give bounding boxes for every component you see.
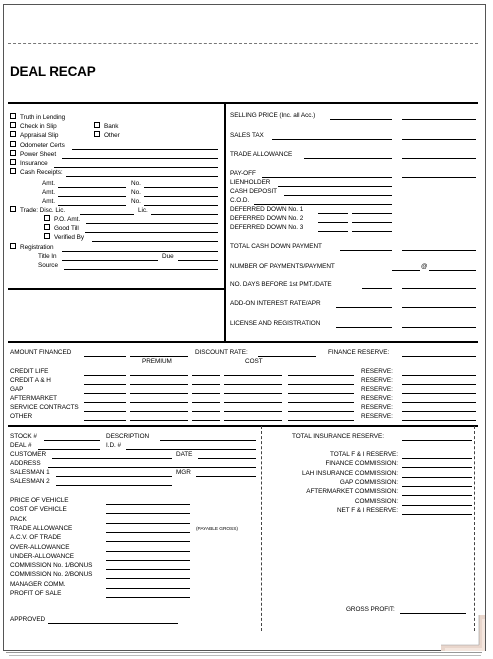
registration-line[interactable]	[62, 251, 218, 252]
sales-tax-line[interactable]	[272, 139, 392, 140]
title-in-label: Title In	[38, 253, 57, 260]
insurance-row-line[interactable]	[84, 402, 126, 403]
cost-header: COST	[245, 358, 263, 365]
premium-line[interactable]	[130, 411, 188, 412]
description-label: DESCRIPTION	[106, 433, 150, 440]
source-label: Source	[38, 262, 58, 269]
amt-label: Amt.	[42, 189, 55, 196]
section-divider	[8, 102, 478, 104]
trade-allowance-line[interactable]	[304, 158, 392, 159]
premium-line-2[interactable]	[192, 375, 220, 376]
payoff-label: PAY-OFF	[230, 170, 256, 177]
premium-line-2[interactable]	[192, 402, 220, 403]
reserve-label: RESERVE:	[361, 377, 393, 384]
mgr-line[interactable]	[196, 476, 256, 477]
lic-label: Lic.	[138, 207, 148, 214]
deferred-down-3-line[interactable]	[352, 231, 392, 232]
addon-interest-line[interactable]	[336, 307, 392, 308]
insurance-row-line[interactable]	[84, 411, 126, 412]
reserve-line[interactable]	[402, 375, 476, 376]
cost-line-2[interactable]	[288, 411, 354, 412]
amt-label: Amt.	[42, 198, 55, 205]
verified-by-line[interactable]	[92, 241, 218, 242]
reserve-label: RESERVE:	[361, 395, 393, 402]
edge-divider	[474, 426, 475, 631]
cost-row-line[interactable]	[106, 504, 190, 505]
checkbox-insurance[interactable]: Insurance	[10, 160, 48, 168]
total-cash-down-line[interactable]	[340, 250, 392, 251]
cost-row-label: PACK	[10, 515, 27, 523]
premium-line-2[interactable]	[192, 420, 220, 421]
cost-row-label: TRADE ALLOWANCE	[10, 524, 73, 532]
trade-allowance-label: TRADE ALLOWANCE	[230, 151, 293, 158]
no-line[interactable]	[144, 187, 218, 188]
reserve-label: RESERVE:	[361, 368, 393, 375]
due-line[interactable]	[178, 260, 218, 261]
deal-label: DEAL #	[10, 442, 32, 449]
total-cash-down-total-line[interactable]	[402, 250, 476, 251]
cost-row-line[interactable]	[106, 569, 190, 570]
salesman-2-label: SALESMAN 2	[10, 478, 50, 485]
license-registration-total-line[interactable]	[402, 327, 476, 328]
insurance-row-label: AFTERMARKET	[10, 395, 58, 402]
perforation-line	[8, 43, 478, 44]
customer-label: CUSTOMER	[10, 451, 47, 458]
address-label: ADDRESS	[10, 460, 41, 467]
insurance-row-line[interactable]	[84, 375, 126, 376]
cost-line[interactable]	[224, 411, 282, 412]
cost-line-2[interactable]	[288, 402, 354, 403]
cost-line[interactable]	[224, 420, 282, 421]
cost-row-line[interactable]	[106, 541, 190, 542]
fi-row-line[interactable]	[402, 514, 472, 515]
cost-line-2[interactable]	[288, 384, 354, 385]
insurance-row-line[interactable]	[84, 420, 126, 421]
payoff-total-line[interactable]	[402, 177, 476, 178]
deferred-down-1-date[interactable]	[318, 213, 348, 214]
checkbox-good-till[interactable]: Good Till	[44, 225, 79, 233]
cost-row-line[interactable]	[106, 578, 190, 579]
salesman-1-line[interactable]	[56, 476, 172, 477]
gross-profit-label: GROSS PROFIT:	[346, 606, 395, 613]
fi-row-line[interactable]	[402, 467, 472, 468]
cost-line[interactable]	[224, 402, 282, 403]
no-line[interactable]	[144, 196, 218, 197]
insurance-row-label: OTHER	[10, 413, 33, 420]
premium-line[interactable]	[130, 402, 188, 403]
cost-row-line[interactable]	[106, 513, 190, 514]
premium-line[interactable]	[130, 384, 188, 385]
sales-tax-total-line[interactable]	[402, 139, 476, 140]
selling-price-line[interactable]	[330, 119, 392, 120]
checkbox-appraisal-slip[interactable]: Appraisal Slip	[10, 132, 58, 140]
lienholder-label: LIENHOLDER	[230, 179, 271, 186]
address-line[interactable]	[48, 467, 256, 468]
cost-row-label: PROFIT OF SALE	[10, 590, 62, 597]
checkbox-truth-in-lending[interactable]: Truth in Lending	[10, 114, 65, 122]
cost-row-label: MANAGER COMM.	[10, 580, 66, 588]
insurance-row-label: GAP	[10, 386, 24, 393]
cost-row-label: PRICE OF VEHICLE	[10, 497, 69, 504]
deferred-down-3-label: DEFERRED DOWN No. 3	[230, 224, 304, 231]
fi-row-label: AFTERMARKET COMMISSION:	[306, 488, 398, 496]
amt-label: Amt.	[42, 180, 55, 187]
checkbox-check-in-slip[interactable]: Check in Slip	[10, 123, 57, 131]
fi-row-label: FINANCE COMMISSION:	[325, 460, 398, 468]
paper-stack-edge	[9, 653, 481, 656]
total-cash-down-label: TOTAL CASH DOWN PAYMENT	[230, 243, 322, 250]
total-insurance-reserve-label: TOTAL INSURANCE RESERVE:	[292, 433, 384, 440]
id-label: I.D. #	[106, 442, 121, 449]
po-amt-line[interactable]	[86, 223, 218, 224]
amount-financed-line-2[interactable]	[130, 356, 188, 357]
no-days-label: NO. DAYS BEFORE 1st PMT./DATE	[230, 281, 332, 288]
premium-header: PREMIUM	[142, 358, 172, 365]
salesman-2-line[interactable]	[56, 485, 172, 486]
column-divider	[261, 426, 262, 631]
reserve-label: RESERVE:	[361, 386, 393, 393]
insurance-row-label: CREDIT LIFE	[10, 368, 49, 375]
amt-line[interactable]	[58, 196, 126, 197]
section-divider	[8, 425, 478, 427]
approved-label: APPROVED	[10, 616, 46, 623]
salesman-1-label: SALESMAN 1	[10, 469, 50, 476]
cost-line-2[interactable]	[288, 420, 354, 421]
fi-row-label: COMMISSION:	[354, 497, 398, 505]
lic-line[interactable]	[151, 214, 218, 215]
fi-row-line[interactable]	[402, 477, 472, 478]
approved-line[interactable]	[48, 623, 178, 624]
premium-line[interactable]	[130, 420, 188, 421]
cost-row-line[interactable]	[106, 551, 190, 552]
section-divider	[8, 341, 478, 343]
payable-gross-note: (PAYABLE GROSS)	[196, 527, 238, 532]
reserve-line[interactable]	[402, 420, 476, 421]
license-registration-label: LICENSE AND REGISTRATION	[230, 320, 321, 327]
num-payments-label: NUMBER OF PAYMENTS/PAYMENT	[230, 263, 335, 270]
checkbox-verified-by[interactable]: Verified By	[44, 234, 84, 242]
cost-row-label: COST OF VEHICLE	[10, 506, 67, 514]
cost-line[interactable]	[224, 393, 282, 394]
fi-row-label: TOTAL F & I RESERVE:	[329, 451, 398, 458]
section-divider	[8, 288, 225, 290]
cost-row-label: COMMISSION No. 1/BONUS	[10, 562, 93, 570]
fi-row-line[interactable]	[402, 505, 472, 506]
odometer-line[interactable]	[72, 149, 218, 150]
date-line[interactable]	[198, 458, 256, 459]
checkbox-odometer-certs[interactable]: Odometer Certs	[10, 142, 65, 150]
fi-row-line[interactable]	[402, 458, 472, 459]
stock-line[interactable]	[44, 440, 100, 441]
insurance-row-label: CREDIT A & H	[10, 377, 51, 384]
fi-row-label: NET F & I RESERVE:	[336, 506, 398, 514]
discount-rate-line[interactable]	[258, 356, 316, 357]
cost-row-label: A.C.V. OF TRADE	[10, 534, 62, 542]
checkbox-trade[interactable]: Trade: Disc. Lic.	[10, 207, 65, 215]
checkbox-registration[interactable]: Registration	[10, 244, 54, 252]
good-till-line[interactable]	[85, 232, 218, 233]
no-days-line[interactable]	[362, 288, 392, 289]
amt-line[interactable]	[58, 205, 126, 206]
no-label: No.	[131, 180, 141, 187]
no-line[interactable]	[144, 205, 218, 206]
column-divider	[224, 103, 226, 342]
selling-price-label: SELLING PRICE (Inc. all Acc.)	[230, 112, 316, 119]
total-insurance-reserve-line[interactable]	[402, 440, 472, 441]
amount-financed-label: AMOUNT FINANCED	[10, 349, 72, 356]
first-pmt-date-line[interactable]	[402, 288, 476, 289]
cost-line-2[interactable]	[288, 393, 354, 394]
description-line[interactable]	[160, 440, 256, 441]
premium-line-2[interactable]	[192, 384, 220, 385]
cost-row-line[interactable]	[106, 523, 190, 524]
title-in-line[interactable]	[62, 260, 158, 261]
at-symbol: @	[421, 263, 428, 270]
selling-price-total-line[interactable]	[402, 119, 476, 120]
payment-amount-line[interactable]	[429, 270, 476, 271]
cost-line-2[interactable]	[288, 375, 354, 376]
cost-row-line[interactable]	[106, 560, 190, 561]
amt-line[interactable]	[58, 187, 126, 188]
deferred-down-1-label: DEFERRED DOWN No. 1	[230, 206, 304, 213]
lienholder-line[interactable]	[278, 186, 392, 187]
amount-financed-line[interactable]	[84, 356, 126, 357]
insurance-row-line[interactable]	[84, 384, 126, 385]
deferred-down-3-date[interactable]	[318, 231, 348, 232]
deal-line[interactable]	[38, 449, 100, 450]
checkbox-cash-receipts[interactable]: Cash Receipts:	[10, 169, 63, 177]
cod-line[interactable]	[254, 204, 392, 205]
gross-profit-line[interactable]	[400, 613, 466, 614]
no-label: No.	[131, 189, 141, 196]
cost-line[interactable]	[224, 375, 282, 376]
deferred-down-1-line[interactable]	[352, 213, 392, 214]
insurance-line[interactable]	[54, 167, 218, 168]
checkbox-other[interactable]: Other	[94, 132, 120, 140]
deferred-down-2-line[interactable]	[352, 222, 392, 223]
apr-line[interactable]	[402, 307, 476, 308]
num-payments-line[interactable]	[392, 270, 420, 271]
date-label: DATE	[176, 451, 193, 458]
cost-row-line[interactable]	[106, 597, 190, 598]
cost-row-line[interactable]	[106, 588, 190, 589]
deferred-down-2-label: DEFERRED DOWN No. 2	[230, 215, 304, 222]
customer-line[interactable]	[52, 458, 172, 459]
license-registration-line[interactable]	[336, 327, 392, 328]
finance-reserve-label: FINANCE RESERVE:	[328, 349, 390, 356]
checkbox-po-amt[interactable]: P.O. Amt.	[44, 216, 80, 224]
fi-row-label: GAP COMMISSION:	[339, 478, 398, 486]
id-line[interactable]	[126, 449, 256, 450]
discount-rate-label: DISCOUNT RATE:	[195, 349, 248, 356]
stock-label: STOCK #	[10, 433, 37, 440]
power-sheet-line[interactable]	[62, 158, 218, 159]
premium-line-2[interactable]	[192, 411, 220, 412]
insurance-row-label: SERVICE CONTRACTS	[10, 404, 79, 411]
cod-label: C.O.D.	[230, 197, 250, 204]
checkbox-bank[interactable]: Bank	[94, 123, 118, 131]
trade-allowance-total-line[interactable]	[402, 158, 476, 159]
cost-row-line[interactable]	[106, 532, 190, 533]
insurance-row-line[interactable]	[84, 393, 126, 394]
source-line[interactable]	[64, 269, 218, 270]
reserve-line[interactable]	[402, 393, 476, 394]
fi-row-line[interactable]	[402, 495, 472, 496]
payoff-line[interactable]	[262, 177, 392, 178]
cost-row-label: OVER-ALLOWANCE	[10, 543, 70, 551]
reserve-line[interactable]	[402, 402, 476, 403]
deferred-down-2-date[interactable]	[318, 222, 348, 223]
cash-deposit-label: CASH DEPOSIT	[230, 188, 277, 195]
cost-row-label: COMMISSION No. 2/BONUS	[10, 571, 93, 579]
fi-row-label: LAH INSURANCE COMMISSION:	[301, 469, 398, 477]
sales-tax-label: SALES TAX	[230, 132, 264, 139]
cost-row-label: UNDER-ALLOWANCE	[10, 552, 74, 560]
premium-line-2[interactable]	[192, 393, 220, 394]
fi-row-line[interactable]	[402, 486, 472, 487]
cash-deposit-line[interactable]	[284, 195, 392, 196]
premium-line[interactable]	[130, 393, 188, 394]
carbon-copy-corner	[441, 615, 485, 651]
reserve-label: RESERVE:	[361, 413, 393, 420]
reserve-label: RESERVE:	[361, 404, 393, 411]
premium-line[interactable]	[130, 375, 188, 376]
mgr-label: MGR	[176, 469, 191, 476]
checkbox-power-sheet[interactable]: Power Sheet	[10, 151, 56, 159]
reserve-line[interactable]	[402, 384, 476, 385]
addon-interest-label: ADD-ON INTEREST RATE/APR	[230, 300, 321, 307]
due-label: Due	[162, 253, 174, 260]
form-title: DEAL RECAP	[10, 64, 96, 79]
disc-lic-line[interactable]	[80, 214, 134, 215]
finance-reserve-line[interactable]	[402, 356, 476, 357]
no-label: No.	[131, 198, 141, 205]
reserve-line[interactable]	[402, 411, 476, 412]
cash-receipts-line[interactable]	[66, 176, 218, 177]
cost-line[interactable]	[224, 384, 282, 385]
